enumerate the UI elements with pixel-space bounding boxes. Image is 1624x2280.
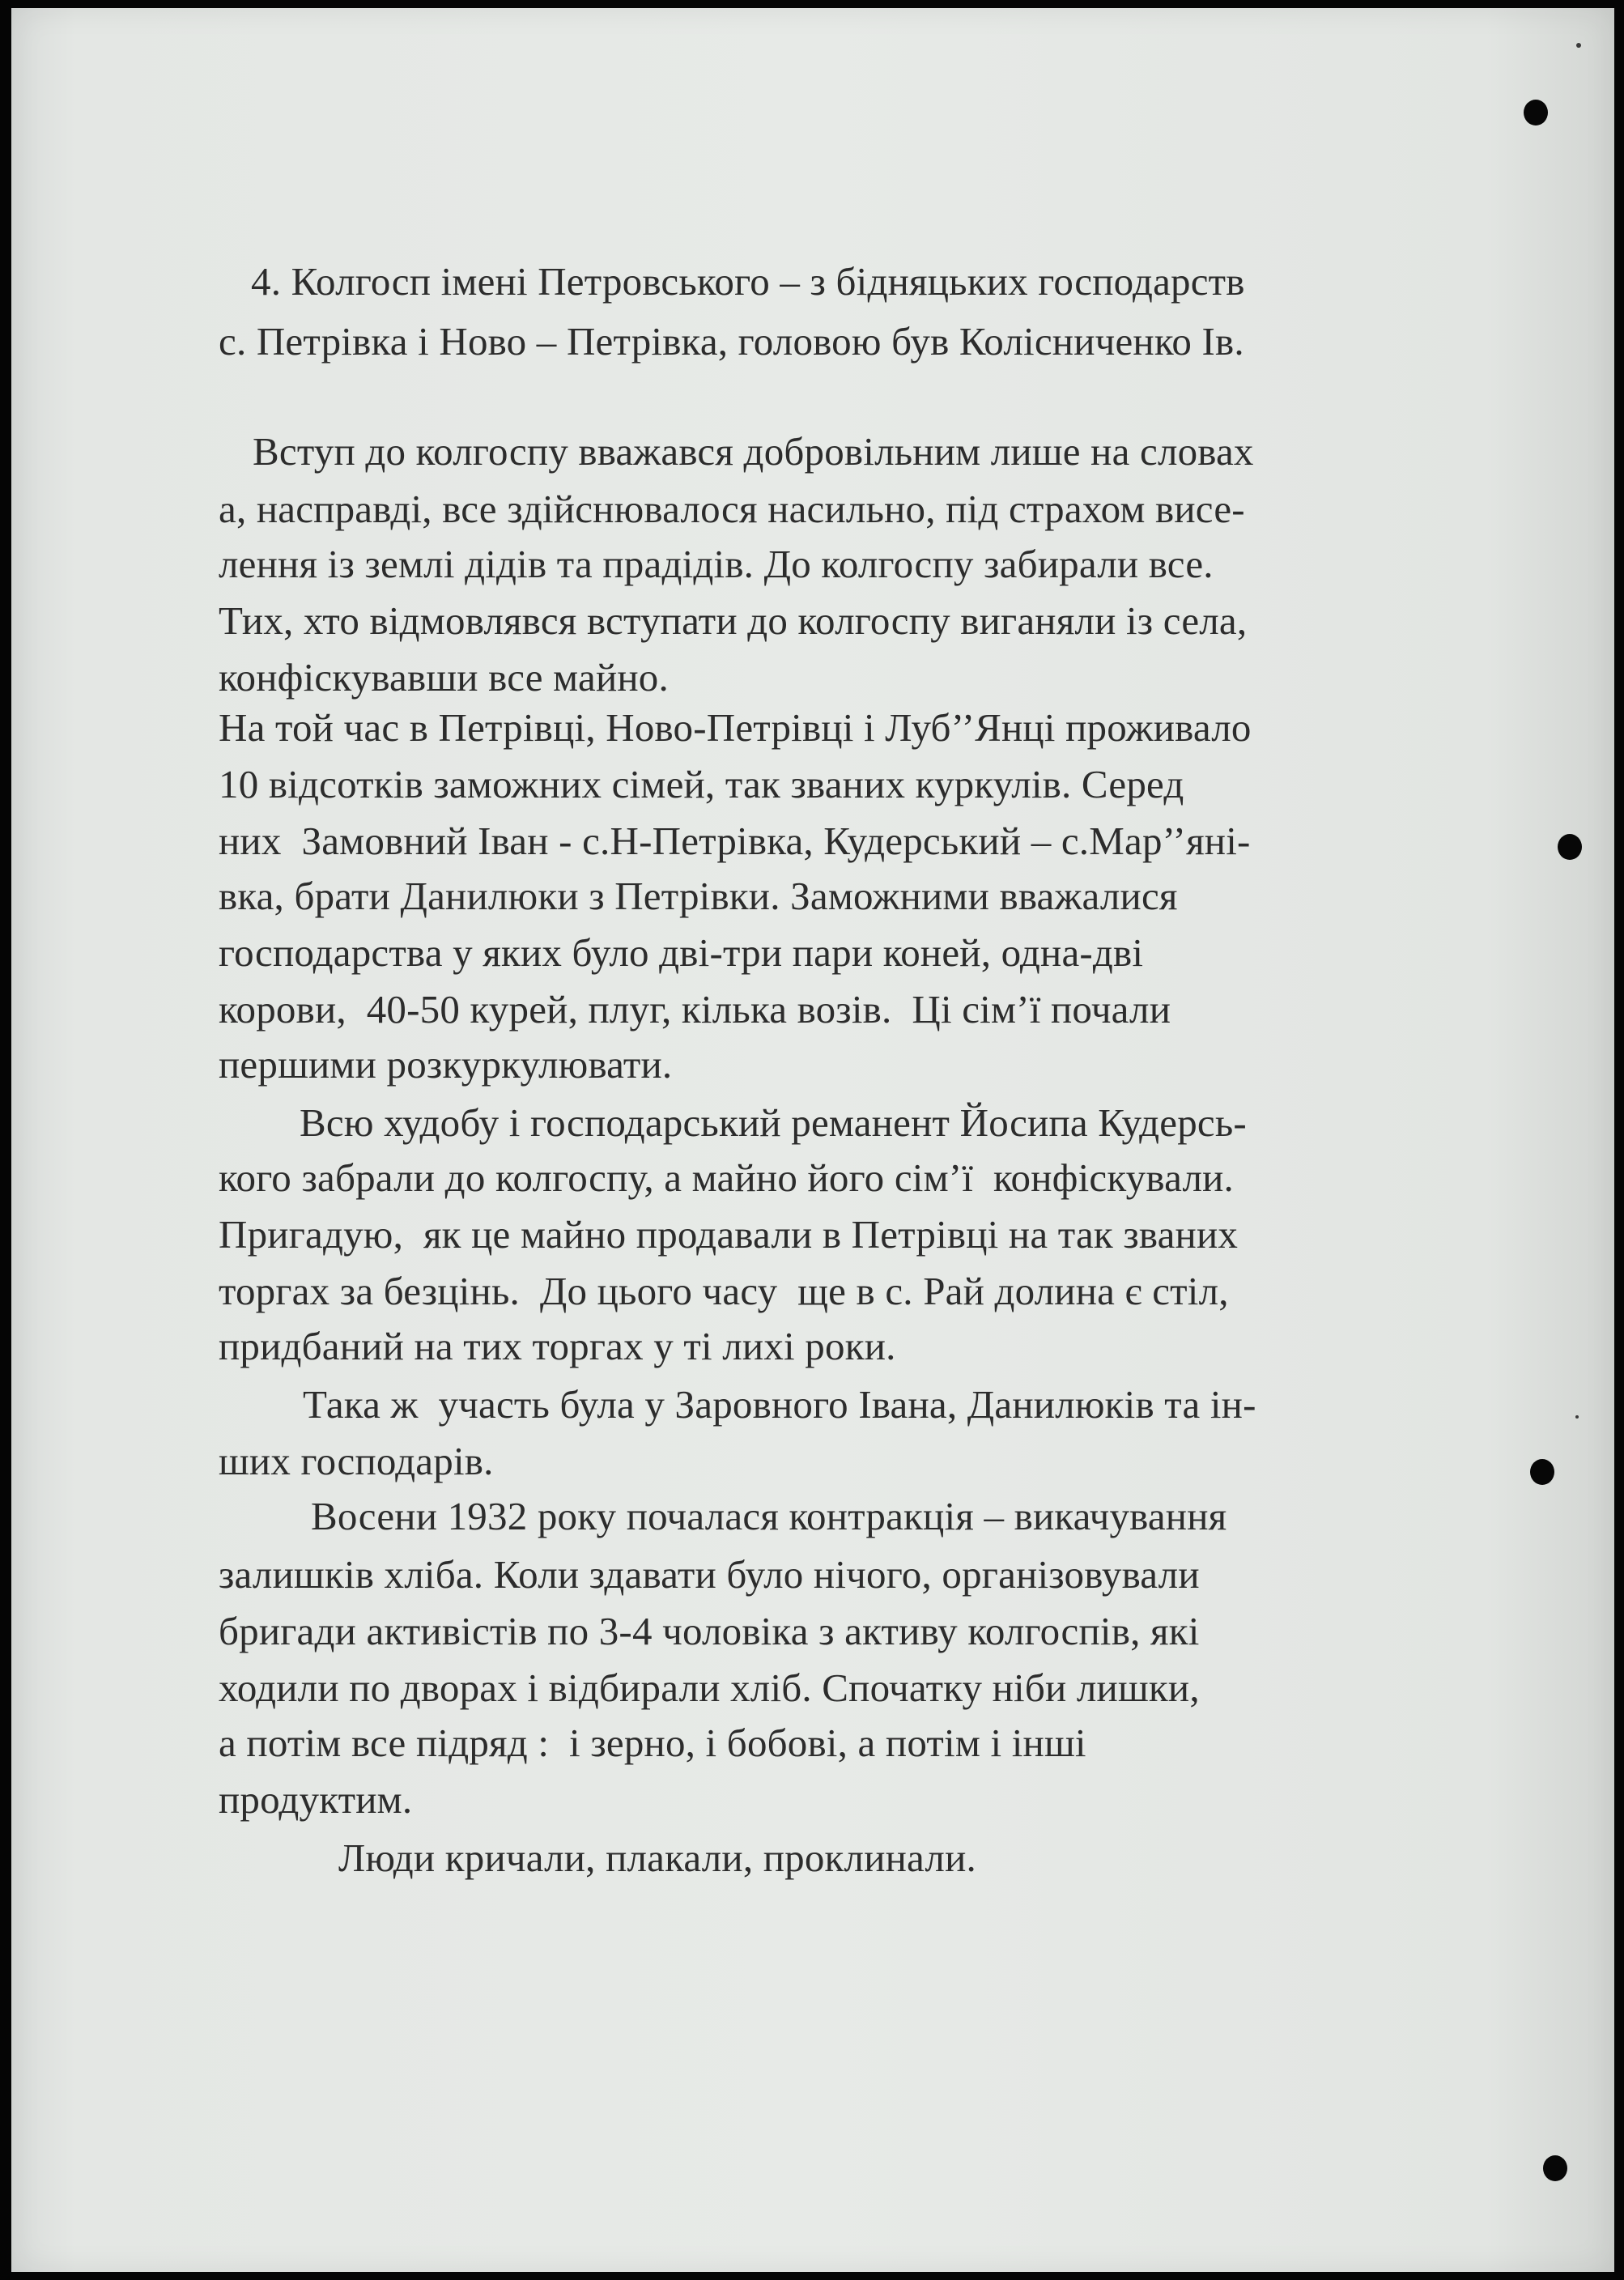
text-line: 10 відсотків заможних сімей, так званих куркулів. Серед — [219, 762, 1184, 806]
text-line: вка, брати Данилюки з Петрівки. Заможними вважалися — [219, 874, 1178, 918]
text-line: Вступ до колгоспу вважався добровільним лише на словах — [253, 429, 1254, 474]
text-line: Тих, хто відмовлявся вступати до колгоспу виганяли із села, — [219, 598, 1248, 643]
text-line: продуктим. — [219, 1777, 413, 1822]
text-line: На той час в Петрівці, Ново-Петрівці і Луб’’Янці проживало — [219, 705, 1252, 750]
text-line: залишків хліба. Коли здавати було нічого, організовували — [219, 1552, 1200, 1597]
paper-speck — [1575, 1415, 1579, 1419]
text-line: них Замовний Іван - с.Н-Петрівка, Кудерський – с.Мар’’яні- — [219, 819, 1251, 863]
text-line: конфіскувавши все майно. — [219, 655, 669, 700]
text-line: Така ж участь була у Заровного Івана, Данилюків та ін- — [303, 1382, 1256, 1427]
text-line: господарства у яких було дві-три пари коней, одна-дві — [219, 930, 1144, 975]
text-line: бригади активістів по 3-4 чоловіка з активу колгоспів, які — [219, 1609, 1200, 1653]
text-line: торгах за безцінь. До цього часу ще в с. Рай долина є стіл, — [219, 1269, 1229, 1313]
text-line: кого забрали до колгоспу, а майно його сім’ї конфіскували. — [219, 1155, 1234, 1200]
punch-hole-1 — [1524, 100, 1548, 125]
text-line: ших господарів. — [219, 1439, 494, 1483]
punch-hole-3 — [1530, 1459, 1554, 1485]
document-page — [11, 8, 1614, 2272]
text-line: 4. Колгосп імені Петровського – з бідняцьких господарств — [251, 259, 1245, 304]
text-line: Восени 1932 року почалася контракція – викачування — [311, 1494, 1227, 1538]
text-line: Люди кричали, плакали, проклинали. — [338, 1835, 976, 1880]
text-line: ходили по дворах і відбирали хліб. Спочатку ніби лишки, — [219, 1665, 1200, 1710]
text-line: Пригадую, як це майно продавали в Петрівці на так званих — [219, 1212, 1239, 1257]
paper-speck — [1576, 43, 1581, 48]
text-line: Всю худобу і господарський реманент Йосипа Кудерсь- — [300, 1100, 1247, 1145]
text-line: а потім все підряд : і зерно, і бобові, а потім і інші — [219, 1721, 1086, 1765]
text-line: першими розкуркулювати. — [219, 1042, 673, 1087]
text-line: придбаний на тих торгах у ті лихі роки. — [219, 1324, 896, 1368]
text-line: с. Петрівка і Ново – Петрівка, головою був Колісниченко Ів. — [219, 319, 1244, 364]
text-line: лення із землі дідів та прадідів. До колгоспу забирали все. — [219, 542, 1214, 586]
text-line: корови, 40-50 курей, плуг, кілька возів. Ці сім’ї почали — [219, 987, 1171, 1032]
punch-hole-2 — [1558, 834, 1582, 860]
punch-hole-4 — [1543, 2155, 1567, 2181]
text-line: а, насправді, все здійснювалося насильно, під страхом висе- — [219, 487, 1245, 531]
